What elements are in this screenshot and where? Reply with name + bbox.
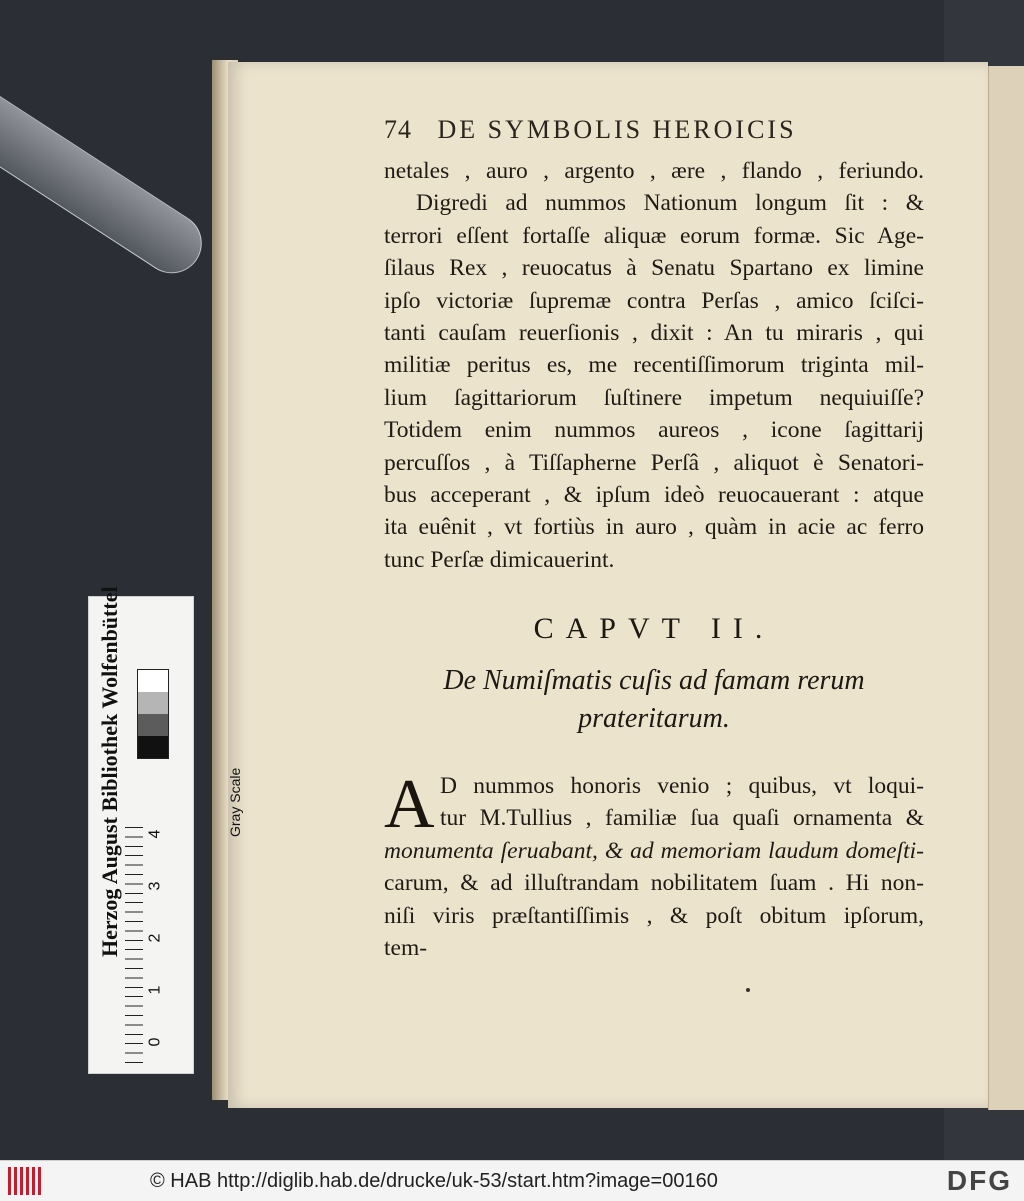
gray-scale-label: Gray Scale [227, 767, 243, 837]
text-block-body [384, 766, 924, 964]
text-line: Digredi ad nummos Nationum longum ſit : & [416, 190, 924, 217]
text-line: terrori eſſent fortaſſe aliquæ eorum formæ. Sic Age- [384, 222, 924, 249]
text-line: tur M.Tullius , familiæ ſua quaſi ornamenta & [440, 805, 924, 832]
ruler-tick-number: 3 [146, 881, 164, 891]
library-logo-icon [8, 1167, 44, 1195]
text-line: lium ſagittariorum ſuſtinere impetum nequiuiſſe? [384, 384, 924, 411]
gray-swatch [138, 692, 168, 714]
gray-swatch [138, 714, 168, 736]
citation-link[interactable]: © HAB http://diglib.hab.de/drucke/uk-53/start.htm?image=00160 [150, 1170, 718, 1192]
dfg-logo: DFG [946, 1165, 1012, 1196]
text-line: ipſo victoriæ ſupremæ contra Perſas , amico ſciſci- [384, 287, 924, 314]
ruler-tick-number: 1 [146, 985, 164, 995]
text-line: ſilaus Rex , reuocatus à Senatu Spartano ex limine [384, 255, 924, 282]
text-line: Totidem enim nummos aureos , icone ſagittarij [384, 417, 924, 444]
page-number: 74 [384, 115, 412, 144]
chapter-subtitle [384, 662, 924, 738]
catchword: tem- [384, 934, 428, 961]
text-line: netales , auro , argento , ære , flando , feriundo. [384, 158, 924, 184]
ink-speck [746, 988, 750, 992]
ruler-tick-number: 4 [146, 829, 164, 839]
ruler-ticks [125, 827, 143, 1063]
text-line: tanti cauſam reuerſionis , dixit : An tu miraris , qui [384, 319, 924, 346]
ruler-tick-number: 2 [146, 933, 164, 943]
gray-swatch [138, 736, 168, 758]
chapter-title: CAPVT II. [533, 612, 775, 645]
running-header [384, 115, 944, 145]
text-line: militiæ peritus es, me recentiſſimorum triginta mil- [384, 352, 924, 379]
text-block-top [384, 155, 924, 576]
viewer-footer [0, 1160, 1024, 1201]
text-line: carum, & ad illuſtrandam nobilitatem ſuam . Hi non- [384, 870, 924, 897]
text-line: niſi viris præſtantiſſimis , & poſt obitum ipſorum, [384, 902, 924, 929]
text-line: monumenta ſeruabant, & ad memoriam laudum domeſti- [384, 837, 924, 864]
text-line: tunc Perſæ dimicauerint. [384, 546, 615, 573]
chapter-subtitle-line: prateritarum. [578, 703, 730, 734]
ruler-tick-number: 0 [146, 1037, 164, 1047]
gray-scale-swatches [137, 669, 169, 759]
color-ruler [88, 586, 243, 1074]
text-line: D nummos honoris venio ; quibus, vt loqui- [440, 773, 924, 799]
ruler-institution-label: Herzog August Bibliothek Wolfenbüttel [97, 586, 122, 957]
gray-swatch [138, 670, 168, 692]
next-page-edge [988, 66, 1024, 1110]
drop-cap: A [384, 766, 435, 843]
glass-page-weight [0, 70, 213, 285]
header-title: DE SYMBOLIS HEROICIS [437, 115, 797, 144]
text-line: bus acceperant , & ipſum ideò reuocauerant : atque [384, 481, 924, 508]
chapter-subtitle-line: De Numiſmatis cuſis ad famam rerum [443, 665, 865, 696]
text-line: ita euênit , vt fortiùs in auro , quàm in acie ac ferro [384, 514, 924, 541]
text-line: percuſſos , à Tiſſapherne Perſâ , aliquot è Senatori- [384, 449, 924, 476]
